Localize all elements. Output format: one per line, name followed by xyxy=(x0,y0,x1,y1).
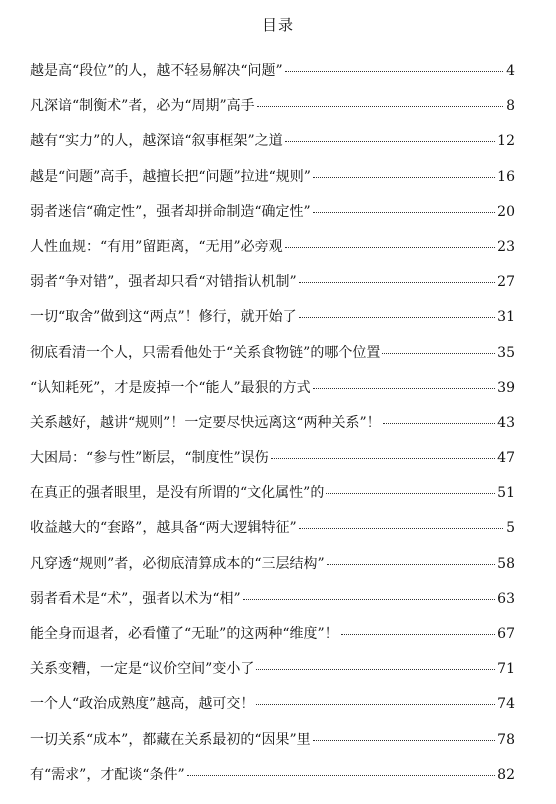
toc-entry-title: 在真正的强者眼里，是没有所谓的“文化属性”的 xyxy=(30,485,325,502)
toc-entry-title: 关系越好，越讲“规则”！一定要尽快远离这“两种关系”！ xyxy=(30,414,381,431)
toc-entry[interactable] xyxy=(30,160,515,195)
toc-entry[interactable] xyxy=(30,758,515,793)
toc-entry[interactable] xyxy=(30,195,515,230)
toc-page-number: 12 xyxy=(497,133,515,150)
toc-page-number: 82 xyxy=(497,766,515,783)
toc-page-number: 23 xyxy=(497,238,515,255)
toc-entry-title: 收益越大的“套路”，越具备“两大逻辑特征” xyxy=(30,520,297,537)
toc-entry[interactable] xyxy=(30,371,515,406)
toc-entry[interactable] xyxy=(30,617,515,652)
toc-entry[interactable] xyxy=(30,406,515,441)
toc-dot-leader xyxy=(326,492,495,494)
toc-entry-title: 弱者看术是“术”，强者以术为“相” xyxy=(30,590,241,607)
toc-page-number: 78 xyxy=(497,731,515,748)
toc-dot-leader xyxy=(313,739,496,741)
toc-dot-leader xyxy=(327,563,496,565)
toc-entry[interactable] xyxy=(30,511,515,546)
toc-entry-title: 一切“取舍”做到这“两点”！修行，就开始了 xyxy=(30,309,297,326)
toc-page-number: 5 xyxy=(506,520,515,537)
toc-entry-title: 弱者迷信“确定性”，强者却拼命制造“确定性” xyxy=(30,203,311,220)
toc-page-number: 39 xyxy=(497,379,515,396)
toc-entry[interactable] xyxy=(30,652,515,687)
toc-entry[interactable] xyxy=(30,230,515,265)
toc-dot-leader xyxy=(285,140,496,142)
toc-entry[interactable] xyxy=(30,723,515,758)
toc-dot-leader xyxy=(243,598,496,600)
toc-dot-leader xyxy=(299,281,496,283)
toc-title: 目录 xyxy=(261,16,294,34)
toc-entry[interactable] xyxy=(30,336,515,371)
toc-entry-title: 关系变糟，一定是“议价空间”变小了 xyxy=(30,661,255,678)
toc-page-number: 31 xyxy=(497,309,515,326)
toc-dot-leader xyxy=(313,211,496,213)
toc-entry[interactable] xyxy=(30,54,515,89)
toc-page-number: 58 xyxy=(497,555,515,572)
toc-entry-title: “认知耗死”，才是废掉一个“能人”最狠的方式 xyxy=(30,379,311,396)
toc-entry-title: 人性血规：“有用”留距离，“无用”必旁观 xyxy=(30,238,283,255)
toc-entry-title: 有“需求”，才配谈“条件” xyxy=(30,766,185,783)
toc-entry[interactable] xyxy=(30,265,515,300)
toc-entry[interactable] xyxy=(30,582,515,617)
toc-page-number: 20 xyxy=(497,203,515,220)
toc-page-number: 67 xyxy=(497,626,515,642)
toc-entry-title: 越是高“段位”的人，越不轻易解决“问题” xyxy=(30,63,283,79)
toc-dot-leader xyxy=(299,316,496,318)
toc-entry[interactable] xyxy=(30,89,515,124)
toc-entry-title: 能全身而退者，必看懂了“无耻”的这两种“维度”！ xyxy=(30,626,339,642)
toc-page-number: 4 xyxy=(506,63,515,79)
toc-dot-leader xyxy=(256,703,495,705)
toc-page-number: 43 xyxy=(497,414,515,431)
toc-entry-title: 一个人“政治成熟度”越高，越可交！ xyxy=(30,696,255,713)
toc-entry-title: 彻底看清一个人，只需看他处于“关系食物链”的哪个位置 xyxy=(30,344,381,361)
toc-entry[interactable] xyxy=(30,441,515,476)
toc-dot-leader xyxy=(271,457,496,459)
toc-page-number: 47 xyxy=(497,450,515,467)
toc-entry-title: 大困局：“参与性”断层，“制度性”误伤 xyxy=(30,450,269,467)
toc-entry-title: 弱者“争对错”，强者却只看“对错指认机制” xyxy=(30,274,297,291)
toc-entry[interactable] xyxy=(30,687,515,722)
toc-entry-title: 越是“问题”高手，越擅长把“问题”拉进“规则” xyxy=(30,168,311,185)
toc-entry[interactable] xyxy=(30,300,515,335)
toc-page-number: 35 xyxy=(497,344,515,361)
toc-dot-leader xyxy=(313,176,495,178)
toc-dot-leader xyxy=(382,352,495,354)
toc-entry[interactable] xyxy=(30,547,515,582)
toc-page-number: 74 xyxy=(497,696,515,713)
toc-page-number: 8 xyxy=(506,98,515,115)
toc-page-number: 71 xyxy=(497,661,515,678)
toc-entry-title: 凡穿透“规则”者，必彻底清算成本的“三层结构” xyxy=(30,555,325,572)
toc-page-number: 27 xyxy=(497,274,515,291)
toc-dot-leader xyxy=(299,527,503,529)
toc-entry-title: 凡深谙“制衡术”者，必为“周期”高手 xyxy=(30,98,255,115)
toc-page-number: 63 xyxy=(497,590,515,607)
toc-entry-title: 一切关系“成本”，都藏在关系最初的“因果”里 xyxy=(30,731,311,748)
toc-dot-leader xyxy=(383,422,496,424)
toc-dot-leader xyxy=(257,105,503,107)
toc-dot-leader xyxy=(341,633,496,635)
toc-dot-leader xyxy=(285,70,503,72)
toc-entry[interactable] xyxy=(30,476,515,511)
toc-page-number: 16 xyxy=(497,168,515,185)
toc-dot-leader xyxy=(187,774,496,776)
toc-dot-leader xyxy=(285,246,496,248)
toc-page-number: 51 xyxy=(497,485,515,502)
toc-entry[interactable] xyxy=(30,124,515,159)
toc-dot-leader xyxy=(256,668,495,670)
toc-list xyxy=(30,54,515,793)
toc-dot-leader xyxy=(313,387,496,389)
toc-entry-title: 越有“实力”的人，越深谙“叙事框架”之道 xyxy=(30,133,283,150)
